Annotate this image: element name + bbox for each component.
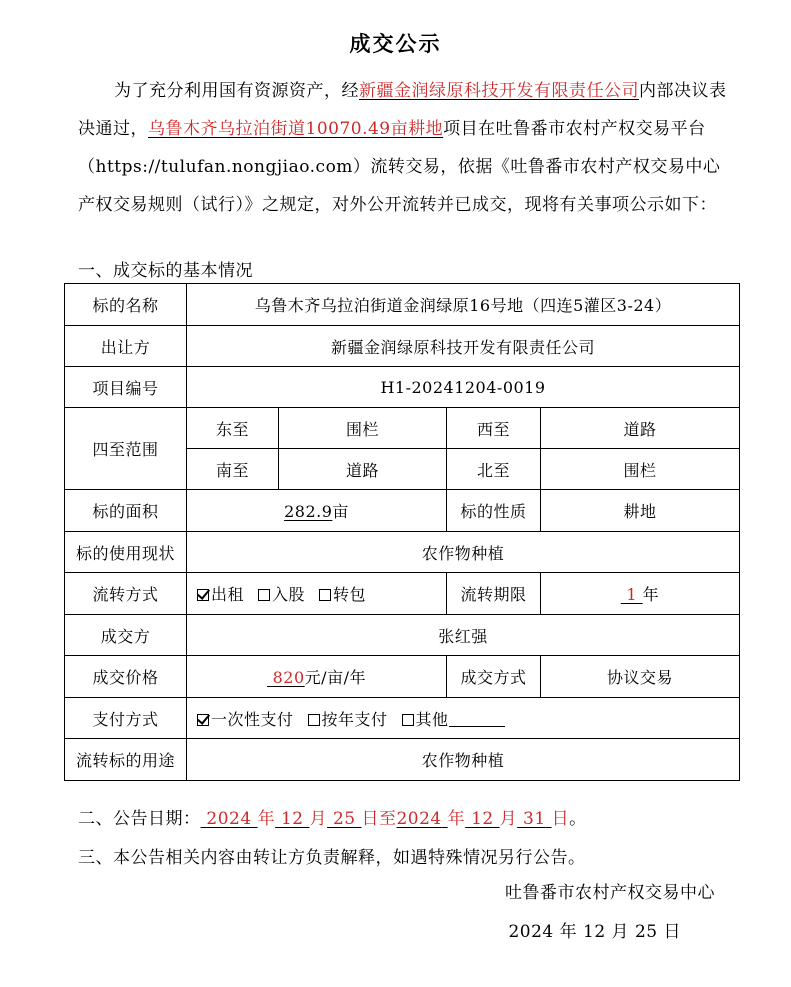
deal-mode-label: 成交方式 (447, 656, 541, 698)
notice-date-line (78, 804, 587, 829)
checkbox-other[interactable] (402, 714, 414, 726)
intro-paragraph (78, 72, 728, 224)
end-day: 31 (523, 809, 546, 829)
mode-options (187, 573, 447, 615)
transferor-label: 出让方 (65, 326, 187, 367)
table-row (65, 284, 740, 326)
nature-value: 耕地 (541, 490, 740, 532)
table-row (65, 739, 740, 781)
sign-date: 2024 年 12 月 25 日 (508, 922, 681, 942)
intro-text-3: 项目在吐鲁番市农村产权交易平台（https://tulufan.nongjiao.com）流转交易，依据《吐鲁番市农村产权交易中心产权交易规则（试行）》之规定，对外公开流转并已成交，现将有关事项公示如下： (78, 119, 721, 215)
section-heading-1: 一、成交标的基本情况 (78, 261, 253, 281)
buyer-label: 成交方 (65, 615, 187, 656)
intro-project: 乌鲁木齐乌拉泊街道10070.49亩耕地 (148, 119, 444, 139)
start-month: 12 (280, 809, 304, 829)
start-day-label: 日至 (361, 809, 397, 829)
term-unit: 年 (642, 585, 660, 604)
area-unit: 亩 (332, 502, 349, 521)
transferor-value: 新疆金润绿原科技开发有限责任公司 (187, 326, 740, 367)
mode-opt-rent: 出租 (211, 585, 245, 604)
term-value: 1 (626, 585, 638, 604)
south-label: 南至 (187, 449, 279, 490)
start-month-label: 月 (309, 809, 328, 829)
west-value: 道路 (541, 408, 740, 449)
north-label: 北至 (447, 449, 541, 490)
mode-label: 流转方式 (65, 573, 187, 615)
purpose-value: 农作物种植 (187, 739, 740, 781)
name-label: 标的名称 (65, 284, 187, 326)
purpose-label: 流转标的用途 (65, 739, 187, 781)
info-table (64, 283, 740, 781)
west-label: 西至 (447, 408, 541, 449)
usage-value: 农作物种植 (187, 532, 740, 573)
table-row (65, 367, 740, 408)
north-value: 围栏 (541, 449, 740, 490)
end-year: 2024 (396, 809, 442, 829)
checkbox-lump-sum[interactable] (197, 714, 209, 726)
project-no-label: 项目编号 (65, 367, 187, 408)
other-blank-line (449, 726, 505, 727)
term-cell (541, 573, 740, 615)
area-cell (187, 490, 447, 532)
south-value: 道路 (279, 449, 447, 490)
mode-opt-subcontract: 转包 (333, 585, 367, 604)
east-value: 围栏 (279, 408, 447, 449)
start-year-label: 年 (257, 809, 276, 829)
end-day-label: 日 (551, 809, 570, 829)
notice-date-end: 。 (569, 809, 587, 829)
area-label: 标的面积 (65, 490, 187, 532)
start-day: 25 (332, 809, 356, 829)
checkbox-subcontract[interactable] (319, 589, 331, 601)
boundary-label: 四至范围 (65, 408, 187, 490)
table-row (65, 408, 740, 449)
table-row (65, 326, 740, 367)
term-label: 流转期限 (447, 573, 541, 615)
signer: 吐鲁番市农村产权交易中心 (505, 883, 715, 903)
price-value: 820 (272, 668, 305, 687)
document-title: 成交公示 (349, 31, 442, 56)
table-row (65, 615, 740, 656)
end-year-label: 年 (447, 809, 466, 829)
east-label: 东至 (187, 408, 279, 449)
name-value: 乌鲁木齐乌拉泊街道金润绿原16号地（四连5灌区3-24） (187, 284, 740, 326)
nature-label: 标的性质 (447, 490, 541, 532)
notice-date-prefix: 二、公告日期： (78, 809, 201, 829)
pay-opt-lump-sum: 一次性支付 (211, 709, 294, 729)
price-cell (187, 656, 447, 698)
checkbox-rent[interactable] (197, 589, 209, 601)
end-month: 12 (471, 809, 494, 829)
intro-company: 新疆金润绿原科技开发有限责任公司 (359, 81, 639, 101)
intro-text-1: 为了充分利用国有资源资产，经 (114, 81, 359, 101)
project-no-value: H1-20241204-0019 (187, 367, 740, 408)
table-row (65, 532, 740, 573)
price-unit: 元/亩/年 (304, 668, 366, 687)
table-row (65, 573, 740, 615)
pay-label: 支付方式 (65, 698, 187, 739)
mode-opt-share: 入股 (272, 585, 306, 604)
usage-label: 标的使用现状 (65, 532, 187, 573)
notice-explanation: 三、本公告相关内容由转让方负责解释，如遇特殊情况另行公告。 (78, 848, 586, 868)
area-value: 282.9 (284, 502, 333, 521)
pay-options (187, 698, 740, 739)
table-row (65, 656, 740, 698)
pay-opt-annual: 按年支付 (321, 709, 388, 729)
pay-opt-other: 其他 (415, 709, 449, 729)
deal-mode-value: 协议交易 (541, 656, 740, 698)
table-row (65, 490, 740, 532)
checkbox-annual[interactable] (308, 714, 320, 726)
intro-text-2: 内部决议表决通过， (78, 81, 727, 139)
end-month-label: 月 (499, 809, 518, 829)
checkbox-share[interactable] (258, 589, 270, 601)
price-label: 成交价格 (65, 656, 187, 698)
start-year: 2024 (206, 809, 252, 829)
table-row (65, 698, 740, 739)
buyer-value: 张红强 (187, 615, 740, 656)
